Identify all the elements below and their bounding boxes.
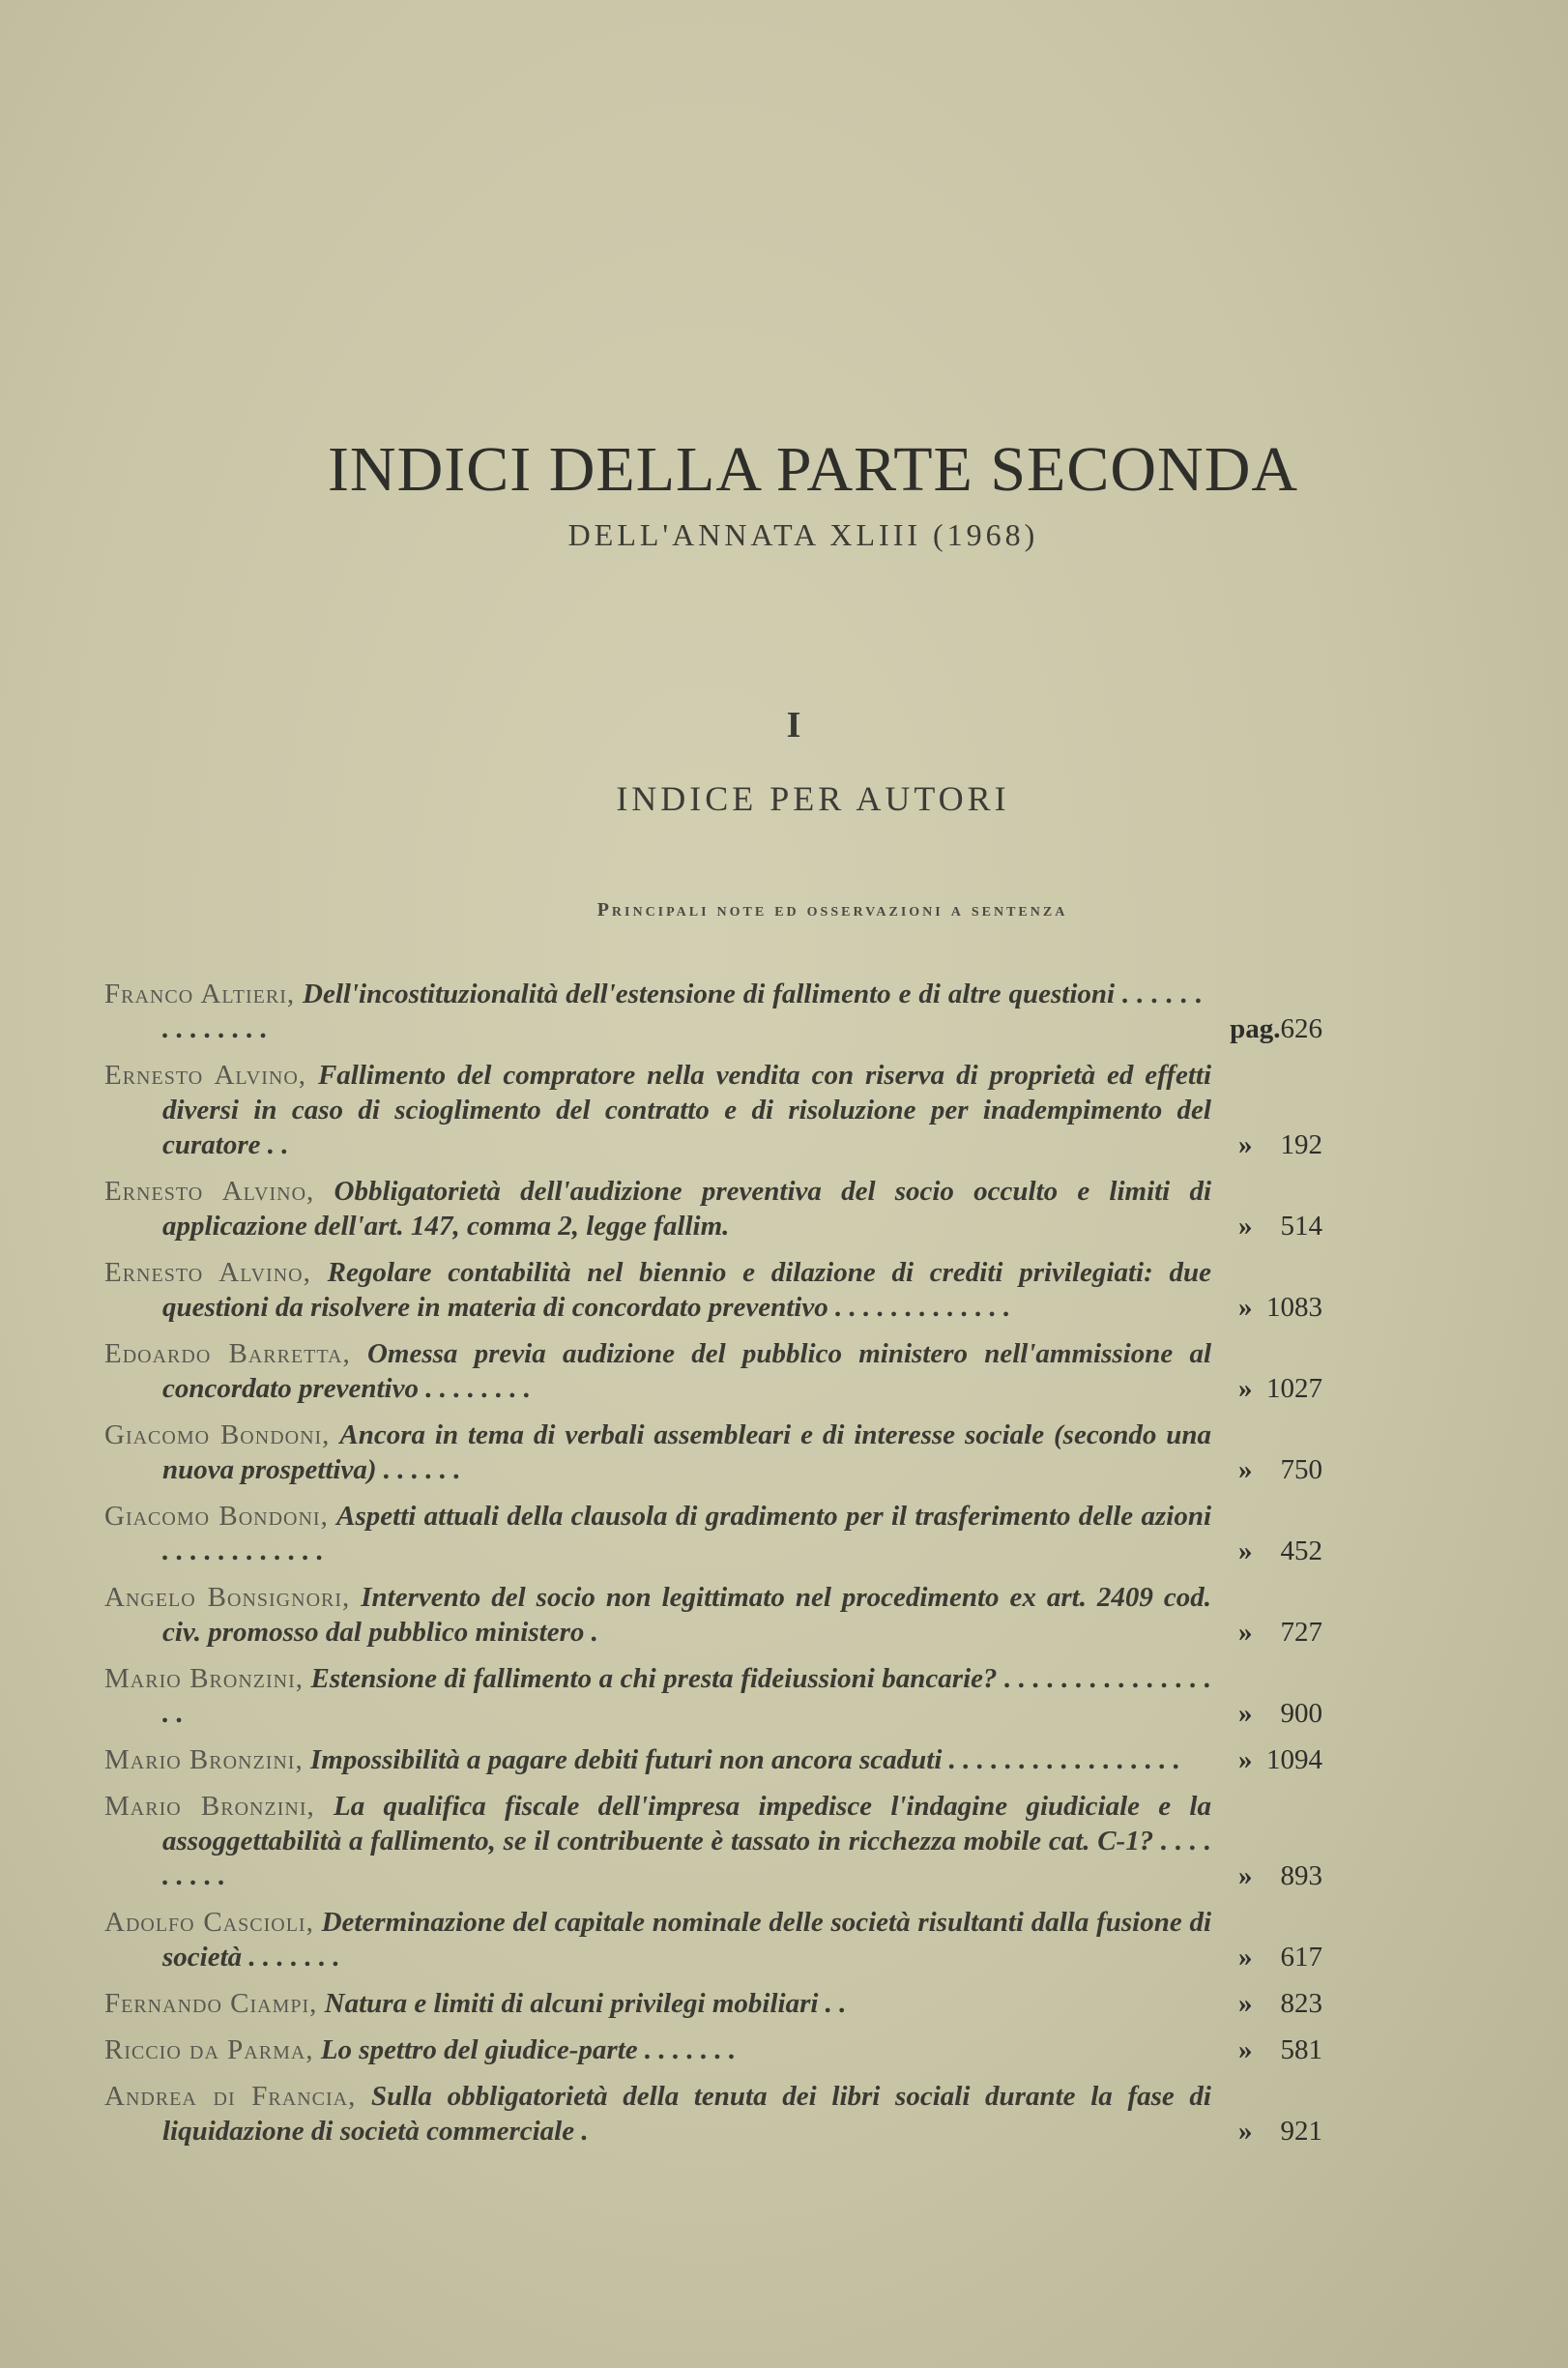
entry-title: Obbligatorietà dell'audizione preventiva del socio occulto e limiti di applicazione dell'art. 147, comma 2, legge fallim. [162, 1176, 1212, 1242]
page-title: INDICI DELLA PARTE SECONDA [327, 434, 1299, 505]
index-entry [104, 1661, 1322, 1731]
entry-page-ref [1211, 1452, 1322, 1487]
index-entry [104, 1789, 1322, 1893]
page-number: 921 [1280, 2116, 1322, 2147]
entry-text [104, 1499, 1211, 1568]
entry-page-ref [1211, 1534, 1322, 1568]
subsection-heading: Principali note ed osservazioni a sentenza [596, 899, 1068, 921]
entry-text [104, 977, 1203, 1046]
page-marker: » [1238, 1373, 1253, 1404]
entry-page-ref [1211, 1986, 1322, 2021]
entry-text [104, 1058, 1211, 1162]
page-number: 1094 [1266, 1744, 1322, 1775]
entry-text [104, 1661, 1211, 1731]
entry-title: Aspetti attuali della clausola di gradimento per il trasferimento delle azioni . . . . . . . . . . . . [162, 1501, 1212, 1566]
entry-page-ref [1211, 1209, 1322, 1243]
entry-text [104, 2032, 1211, 2067]
entry-author: Riccio da Parma, [104, 2034, 314, 2065]
entry-text [104, 1986, 1211, 2021]
entry-page-ref [1211, 1940, 1322, 1974]
index-entry [104, 1905, 1322, 1974]
entry-text [104, 1255, 1211, 1325]
entry-text [104, 1742, 1211, 1777]
entry-title: Natura e limiti di alcuni privilegi mobiliari . . [324, 1988, 847, 2019]
page-marker: » [1238, 1942, 1253, 1973]
page-number: 1027 [1266, 1373, 1322, 1404]
page-number: 1083 [1266, 1292, 1322, 1323]
index-entry [104, 1986, 1322, 2021]
entry-text [104, 1174, 1211, 1243]
page-number: 893 [1280, 1860, 1322, 1891]
entry-author: Mario Bronzini, [104, 1663, 304, 1694]
page-marker: » [1238, 1744, 1253, 1775]
entry-text [104, 1580, 1211, 1650]
entry-author: Ernesto Alvino, [104, 1257, 311, 1288]
volume-subtitle: DELL'ANNATA XLIII (1968) [567, 517, 1039, 552]
author-index-list [104, 977, 1322, 2160]
entry-author: Ernesto Alvino, [104, 1176, 315, 1207]
entry-author: Giacomo Bondoni, [104, 1501, 329, 1532]
page-marker: » [1238, 1698, 1253, 1729]
entry-title: Determinazione del capitale nominale delle società risultanti dalla fusione di società . . . . . . . [162, 1907, 1212, 1973]
entry-page-ref [1211, 1615, 1322, 1650]
entry-author: Andrea di Francia, [104, 2081, 357, 2112]
entry-page-ref [1211, 2114, 1322, 2149]
entry-title: La qualifica fiscale dell'impresa impedisce l'indagine giudiciale e la assoggettabilità a fallimento, se il contribuente è tassato in ricchezza mobile cat. C-1? . . . . . . . . . [162, 1791, 1211, 1891]
entry-author: Mario Bronzini, [104, 1791, 315, 1822]
index-entry [104, 1174, 1322, 1243]
entry-title: Sulla obbligatorietà della tenuta dei libri sociali durante la fase di liquidazione di società commerciale . [162, 2081, 1211, 2147]
entry-author: Adolfo Cascioli, [104, 1907, 314, 1938]
page-marker: » [1238, 1129, 1253, 1160]
index-entry [104, 977, 1322, 1046]
entry-title: Intervento del socio non legittimato nel procedimento ex art. 2409 cod. civ. promosso dal pubblico ministero . [162, 1582, 1211, 1648]
page-marker: » [1238, 1211, 1253, 1242]
page-marker: » [1238, 1860, 1253, 1891]
entry-title: Impossibilità a pagare debiti futuri non ancora scaduti . . . . . . . . . . . . . . . . . [309, 1744, 1180, 1775]
entry-author: Mario Bronzini, [104, 1744, 304, 1775]
entry-title: Ancora in tema di verbali assembleari e di interesse sociale (secondo una nuova prospettiva) . . . . . . [162, 1419, 1211, 1485]
entry-author: Franco Altieri, [104, 979, 296, 1009]
index-entry [104, 1336, 1322, 1406]
entry-author: Angelo Bonsignori, [104, 1582, 351, 1613]
index-entry [104, 2032, 1322, 2067]
page-marker: pag. [1230, 1013, 1281, 1044]
entry-page-ref [1211, 1127, 1322, 1162]
entry-text [104, 1336, 1211, 1406]
index-entry [104, 1742, 1322, 1777]
entry-author: Fernando Ciampi, [104, 1988, 318, 2019]
entry-title: Lo spettro del giudice-parte . . . . . . . [320, 2034, 737, 2065]
index-entry [104, 1499, 1322, 1568]
entry-page-ref [1211, 1371, 1322, 1406]
page-number: 626 [1280, 1013, 1322, 1044]
entry-author: Edoardo Barretta, [104, 1338, 351, 1369]
index-entry [104, 1580, 1322, 1650]
entry-text [104, 1418, 1211, 1487]
page-number: 192 [1280, 1129, 1322, 1160]
entry-title: Dell'incostituzionalità dell'estensione di fallimento e di altre questioni . . . . . . . . . . . . . . [162, 979, 1204, 1044]
entry-text [104, 1789, 1211, 1893]
entry-title: Omessa previa audizione del pubblico ministero nell'ammissione al concordato preventivo . . . . . . . . [162, 1338, 1211, 1404]
entry-text [104, 2079, 1211, 2149]
index-entry [104, 1255, 1322, 1325]
page-marker: » [1238, 2116, 1253, 2147]
page-marker: » [1238, 1988, 1253, 2019]
page-marker: » [1238, 2034, 1253, 2065]
entry-title: Estensione di fallimento a chi presta fideiussioni bancarie? . . . . . . . . . . . . . . . . . [162, 1663, 1211, 1729]
entry-title: Regolare contabilità nel biennio e dilazione di crediti privilegiati: due questioni da risolvere in materia di concordato preventivo . . . . . . . . . . . . . [162, 1257, 1211, 1323]
entry-page-ref [1211, 1742, 1322, 1777]
page-number: 727 [1280, 1617, 1322, 1648]
page-number: 581 [1280, 2034, 1322, 2065]
section-heading: INDICE PER AUTORI [616, 779, 1010, 818]
index-entry [104, 2079, 1322, 2149]
page-number: 452 [1280, 1535, 1322, 1566]
entry-page-ref [1211, 1290, 1322, 1325]
page-number: 900 [1280, 1698, 1322, 1729]
page-marker: » [1238, 1292, 1253, 1323]
entry-page-ref [1211, 2032, 1322, 2067]
section-number: I [786, 705, 801, 745]
entry-page-ref [1211, 1858, 1322, 1893]
page-marker: » [1238, 1454, 1253, 1485]
page-number: 514 [1280, 1211, 1322, 1242]
entry-text [104, 1905, 1211, 1974]
index-entry [104, 1058, 1322, 1162]
entry-author: Giacomo Bondoni, [104, 1419, 331, 1450]
entry-page-ref [1211, 1696, 1322, 1731]
page-number: 823 [1280, 1988, 1322, 2019]
index-entry [104, 1418, 1322, 1487]
page-marker: » [1238, 1535, 1253, 1566]
page-number: 750 [1280, 1454, 1322, 1485]
entry-author: Ernesto Alvino, [104, 1060, 307, 1091]
page-number: 617 [1280, 1942, 1322, 1973]
entry-title: Fallimento del compratore nella vendita con riserva di proprietà ed effetti diversi in caso di scioglimento del contratto e di risoluzione per inadempimento del curatore . . [162, 1060, 1211, 1160]
page-marker: » [1238, 1617, 1253, 1648]
entry-page-ref [1203, 1011, 1322, 1046]
